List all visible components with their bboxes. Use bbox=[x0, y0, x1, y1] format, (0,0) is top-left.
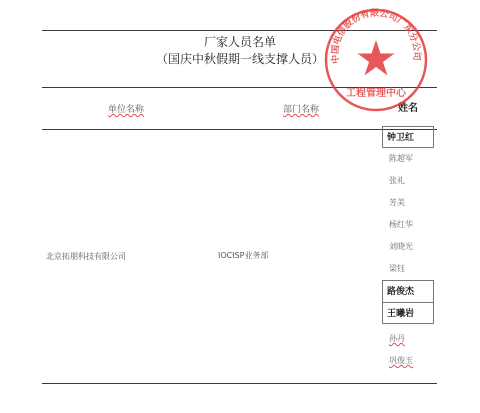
name-item-text: 巩俊玉 bbox=[389, 356, 413, 365]
unit-cell: 北京拓朋科技有限公司 bbox=[46, 252, 126, 261]
department-cell: IOCISP业务部 bbox=[218, 251, 269, 260]
names-column bbox=[382, 126, 434, 372]
name-item: 路俊杰 bbox=[382, 280, 434, 302]
document-subtitle: （国庆中秋假期一线支撑人员） bbox=[155, 52, 324, 66]
official-seal-stamp bbox=[322, 6, 430, 114]
name-item bbox=[382, 350, 434, 372]
name-item bbox=[382, 328, 434, 350]
name-item: 刘晓光 bbox=[389, 242, 413, 251]
name-item: 张礼 bbox=[389, 176, 405, 185]
name-item: 王曦岩 bbox=[382, 302, 434, 324]
header-bottom-rule bbox=[42, 129, 437, 130]
header-department: 部门名称 bbox=[283, 105, 320, 115]
header-unit: 单位名称 bbox=[108, 105, 145, 115]
name-item: 钟卫红 bbox=[382, 126, 434, 148]
name-item: 芳美 bbox=[389, 198, 405, 207]
bottom-rule bbox=[42, 383, 437, 384]
name-item: 梁钰 bbox=[389, 264, 405, 273]
document-title: 厂家人员名单 bbox=[203, 35, 276, 49]
seal-ring-text: 中国电信股份有限公司广东分公司 bbox=[330, 8, 422, 65]
name-item: 杨红华 bbox=[389, 220, 413, 229]
name-item-text: 孙丹 bbox=[389, 334, 405, 343]
name-item: 陈超军 bbox=[389, 154, 413, 163]
seal-center-text: 工程管理中心 bbox=[346, 88, 406, 99]
header-name: 姓名 bbox=[398, 103, 418, 114]
